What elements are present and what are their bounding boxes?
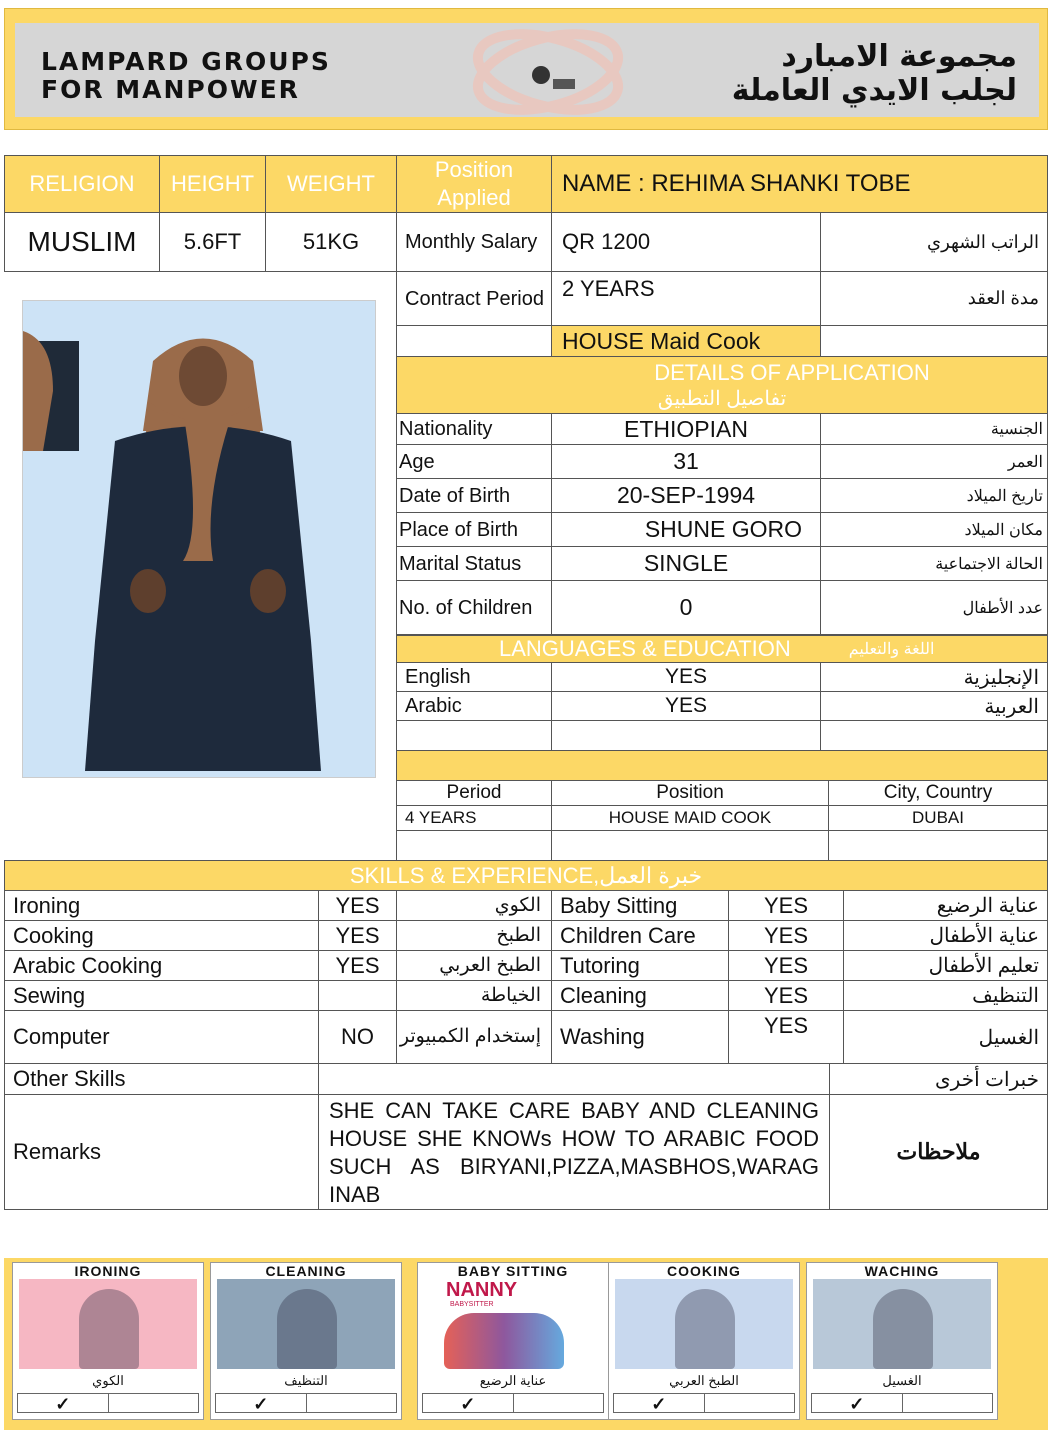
detail-label-ar: الجنسية xyxy=(820,413,1048,445)
height-label: HEIGHT xyxy=(159,155,266,213)
detail-label-ar: تاريخ الميلاد xyxy=(820,478,1048,513)
skills-header: SKILLS & EXPERIENCE,خبرة العمل xyxy=(4,860,1048,891)
skill-card-label-ar: الطبخ العربي xyxy=(669,1373,739,1388)
detail-label: Nationality xyxy=(396,413,552,445)
language-value: YES xyxy=(551,662,821,692)
skill-label-ar: الخياطة xyxy=(396,980,552,1011)
detail-label: Marital Status xyxy=(396,546,552,581)
exp-period-value: 4 YEARS xyxy=(396,805,552,831)
nanny-logo-sub: BABYSITTER xyxy=(450,1301,494,1308)
contract-label-ar: مدة العقد xyxy=(820,271,1048,326)
detail-value: 0 xyxy=(551,580,821,635)
language-label: Arabic xyxy=(396,691,552,721)
skill-label-ar: عناية الرضيع xyxy=(843,890,1048,921)
weight-label: WEIGHT xyxy=(265,155,397,213)
company-name-ar-line1: مجموعة الامبارد xyxy=(781,39,1017,74)
remarks-label: Remarks xyxy=(4,1094,319,1210)
language-label-ar: العربية xyxy=(820,691,1048,721)
skill-label: Children Care xyxy=(551,920,729,951)
applicant-name: NAME : REHIMA SHANKI TOBE xyxy=(551,155,1048,213)
skill-card-checkbox[interactable]: ✓ xyxy=(812,1394,903,1412)
skill-card-title: BABY SITTING xyxy=(457,1263,569,1279)
exp-position-label: Position xyxy=(551,780,829,806)
skill-value xyxy=(318,980,397,1011)
skill-label: Cleaning xyxy=(551,980,729,1011)
skill-card-checkbox[interactable]: ✓ xyxy=(216,1394,307,1412)
skill-card-checkbox[interactable]: ✓ xyxy=(18,1394,109,1412)
other-skills-value xyxy=(318,1063,830,1095)
skill-card xyxy=(806,1262,998,1420)
salary-value: QR 1200 xyxy=(551,212,821,272)
languages-header xyxy=(396,635,1048,663)
salary-label-ar: الراتب الشهري xyxy=(820,212,1048,272)
header-banner xyxy=(4,8,1048,130)
details-title-ar: تفاصيل التطبيق xyxy=(657,387,787,410)
skill-card-title: WACHING xyxy=(864,1263,940,1279)
religion-label: RELIGION xyxy=(4,155,160,213)
skill-label-ar: تعليم الأطفال xyxy=(843,950,1048,981)
exp-city-label: City, Country xyxy=(828,780,1048,806)
company-name-en-line2: FOR MANPOWER xyxy=(41,75,300,104)
nanny-logo: NANNY xyxy=(446,1279,518,1301)
skill-card-title: CLEANING xyxy=(265,1263,347,1279)
skill-card-label-ar: الكوي xyxy=(92,1373,124,1388)
skill-label: Tutoring xyxy=(551,950,729,981)
skill-value: YES xyxy=(728,980,844,1011)
contract-value: 2 YEARS xyxy=(551,271,821,326)
skill-card-checkbox[interactable]: ✓ xyxy=(423,1394,514,1412)
detail-value: SHUNE GORO xyxy=(551,512,821,547)
skill-value: YES xyxy=(728,950,844,981)
skill-card xyxy=(12,1262,204,1420)
skill-card-checkbox[interactable]: ✓ xyxy=(614,1394,705,1412)
skill-card-checkbox-empty[interactable] xyxy=(109,1394,199,1412)
skill-label: Arabic Cooking xyxy=(4,950,319,981)
skill-label: Sewing xyxy=(4,980,319,1011)
skill-card xyxy=(210,1262,402,1420)
other-skills-label-ar: خبرات أخرى xyxy=(829,1063,1048,1095)
skill-card-label-ar: عناية الرضيع xyxy=(479,1373,547,1388)
contract-label: Contract Period xyxy=(396,271,552,326)
details-header xyxy=(396,356,1048,414)
skill-label-ar: عناية الأطفال xyxy=(843,920,1048,951)
skill-label: Baby Sitting xyxy=(551,890,729,921)
detail-label: Date of Birth xyxy=(396,478,552,513)
skill-card-label-ar: الغسيل xyxy=(882,1373,922,1388)
skill-card-checkbox-empty[interactable] xyxy=(705,1394,795,1412)
languages-title-ar: اللغة والتعليم xyxy=(848,641,935,658)
languages-title-en: LANGUAGES & EDUCATION xyxy=(499,636,791,661)
skill-value: NO xyxy=(318,1010,397,1064)
exp-period-label: Period xyxy=(396,780,552,806)
religion-value: MUSLIM xyxy=(4,212,160,272)
detail-value: SINGLE xyxy=(551,546,821,581)
skill-value: YES xyxy=(728,890,844,921)
skill-label-ar: الطبخ xyxy=(396,920,552,951)
skill-value: YES xyxy=(318,920,397,951)
detail-label-ar: العمر xyxy=(820,444,1048,479)
skill-card-title: IRONING xyxy=(74,1263,142,1279)
skill-card-checkbox-empty[interactable] xyxy=(514,1394,604,1412)
company-name-en-line1: LAMPARD GROUPS xyxy=(41,47,331,76)
skill-label: Washing xyxy=(551,1010,729,1064)
exp-city-value: DUBAI xyxy=(828,805,1048,831)
skill-card-image xyxy=(19,1279,197,1369)
skill-label-ar: الغسيل xyxy=(843,1010,1048,1064)
skill-card-image xyxy=(615,1279,793,1369)
company-logo xyxy=(463,27,633,117)
language-value: YES xyxy=(551,691,821,721)
detail-value: 31 xyxy=(551,444,821,479)
details-title-en: DETAILS OF APPLICATION xyxy=(654,359,930,385)
detail-label-ar: عدد الأطفال xyxy=(820,580,1048,635)
skill-value: YES xyxy=(318,890,397,921)
weight-value: 51KG xyxy=(265,212,397,272)
position-applied-value: HOUSE Maid Cook xyxy=(551,325,821,357)
skill-label: Ironing xyxy=(4,890,319,921)
remarks-label-ar: ملاحظات xyxy=(829,1094,1048,1210)
detail-label-ar: مكان الميلاد xyxy=(820,512,1048,547)
skill-label: Cooking xyxy=(4,920,319,951)
detail-value: 20-SEP-1994 xyxy=(551,478,821,513)
skill-label-ar: الكوي xyxy=(396,890,552,921)
height-value: 5.6FT xyxy=(159,212,266,272)
skill-value: YES xyxy=(728,920,844,951)
skill-label: Computer xyxy=(4,1010,319,1064)
position-applied-label: Position Applied xyxy=(396,155,552,213)
remarks-text: SHE CAN TAKE CARE BABY AND CLEANING HOUSE SHE KNOWs HOW TO ARABIC FOOD SUCH AS BIRYANI,PIZZA,MASBHOS,WARAG INAB xyxy=(318,1094,830,1210)
detail-value: ETHIOPIAN xyxy=(551,413,821,445)
skill-card xyxy=(417,1262,609,1420)
skill-card-image xyxy=(813,1279,991,1369)
skill-card-image xyxy=(424,1279,602,1369)
applicant-photo xyxy=(22,300,376,778)
skill-card-checkbox-empty[interactable] xyxy=(307,1394,397,1412)
skill-card xyxy=(608,1262,800,1420)
skill-label-ar: إستخدام الكمبيوتر xyxy=(396,1010,552,1064)
skill-card-title: COOKING xyxy=(667,1263,741,1279)
exp-position-value: HOUSE MAID COOK xyxy=(551,805,829,831)
language-label: English xyxy=(396,662,552,692)
detail-label-ar: الحالة الاجتماعية xyxy=(820,546,1048,581)
skill-card-checkbox-empty[interactable] xyxy=(903,1394,993,1412)
skill-value: YES xyxy=(728,1010,844,1064)
skill-card-image xyxy=(217,1279,395,1369)
detail-label: No. of Children xyxy=(396,580,552,635)
salary-label: Monthly Salary xyxy=(396,212,552,272)
skill-label-ar: التنظيف xyxy=(843,980,1048,1011)
skill-label-ar: الطبخ العربي xyxy=(396,950,552,981)
skill-value: YES xyxy=(318,950,397,981)
other-skills-label: Other Skills xyxy=(4,1063,319,1095)
detail-label: Age xyxy=(396,444,552,479)
language-label-ar: الإنجليزية xyxy=(820,662,1048,692)
company-name-ar-line2: لجلب الايدي العاملة xyxy=(731,73,1017,108)
detail-label: Place of Birth xyxy=(396,512,552,547)
skill-card-label-ar: التنظيف xyxy=(284,1373,328,1388)
